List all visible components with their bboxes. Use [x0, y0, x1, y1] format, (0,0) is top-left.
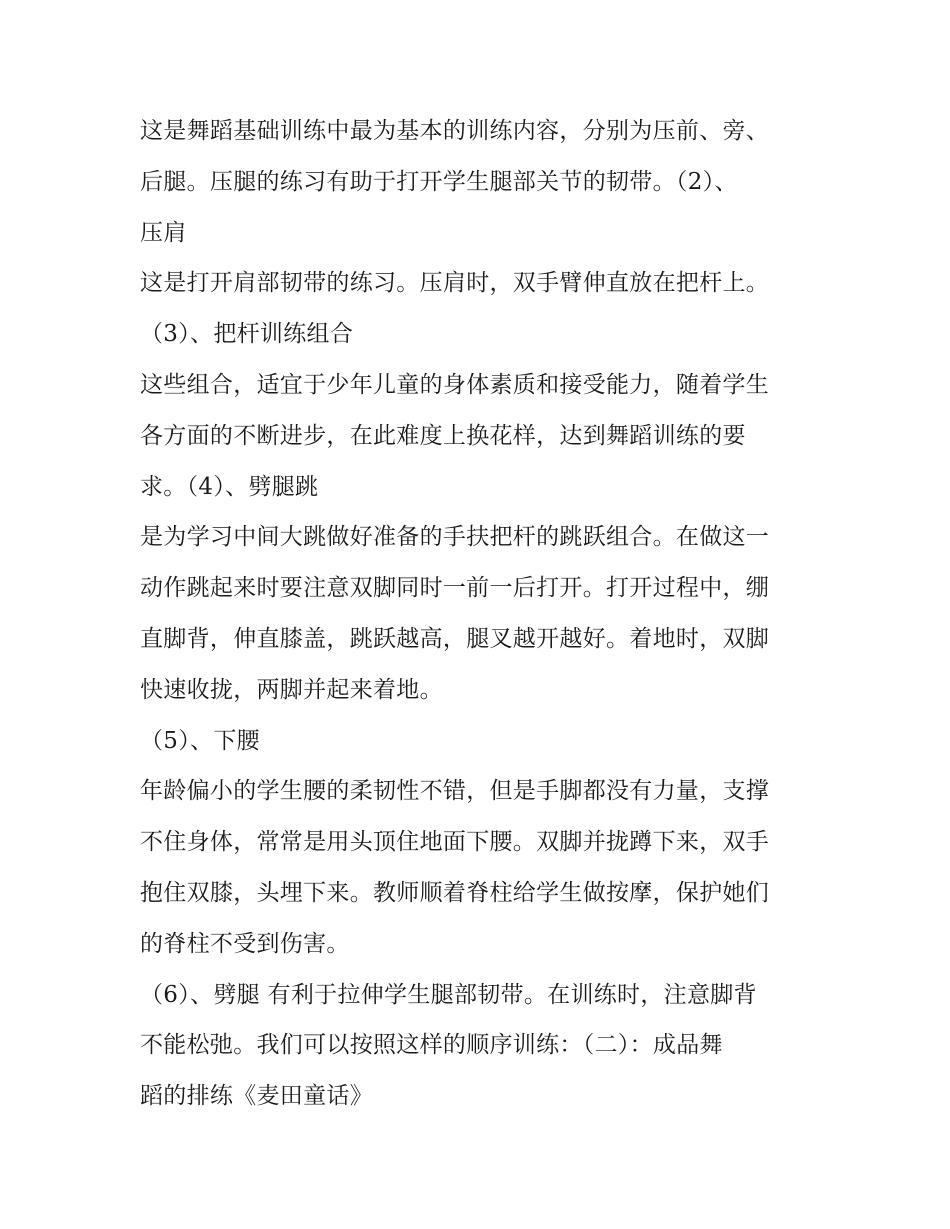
- text-line: 蹈的排练《麦田童话》: [140, 1083, 373, 1110]
- text-line: 这些组合，适宜于少年儿童的身体素质和接受能力，随着学生: [140, 371, 770, 398]
- text-line: 不住身体，常常是用头顶住地面下腰。双脚并拢蹲下来，双手: [140, 829, 770, 856]
- section-heading: （3）、把杆训练组合: [140, 321, 354, 348]
- text-line: 年龄偏小的学生腰的柔韧性不错，但是手脚都没有力量，支撑: [140, 778, 770, 805]
- text-line: 各方面的不断进步，在此难度上换花样，达到舞蹈训练的要: [140, 422, 746, 449]
- text-line: 这是打开肩部韧带的练习。压肩时，双手臂伸直放在把杆上。: [140, 270, 770, 297]
- text-line: 求。（4）、劈腿跳: [140, 473, 319, 500]
- text-line: 这是舞蹈基础训练中最为基本的训练内容，分别为压前、旁、: [140, 118, 770, 144]
- text-line: 后腿。压腿的练习有助于打开学生腿部关节的韧带。（2）、: [140, 168, 738, 195]
- section-heading: 压肩: [140, 219, 187, 246]
- section-heading: （5）、下腰: [140, 727, 260, 754]
- text-line: 快速收拢，两脚并起来着地。: [140, 676, 443, 703]
- text-line: 不能松弛。我们可以按照这样的顺序训练：（二）：成品舞: [140, 1032, 723, 1059]
- text-line: 直脚背，伸直膝盖，跳跃越高，腿叉越开越好。着地时，双脚: [140, 625, 770, 652]
- text-line: 是为学习中间大跳做好准备的手扶把杆的跳跃组合。在做这一: [140, 524, 770, 551]
- text-line: 的脊柱不受到伤害。: [140, 930, 350, 957]
- text-line: 动作跳起来时要注意双脚同时一前一后打开。打开过程中，绷: [140, 575, 770, 602]
- text-line: （6）、劈腿 有利于拉伸学生腿部韧带。在训练时，注意脚背: [140, 981, 757, 1008]
- text-line: 抱住双膝，头埋下来。教师顺着脊柱给学生做按摩，保护她们: [140, 879, 770, 906]
- body-text: [140, 106, 820, 1122]
